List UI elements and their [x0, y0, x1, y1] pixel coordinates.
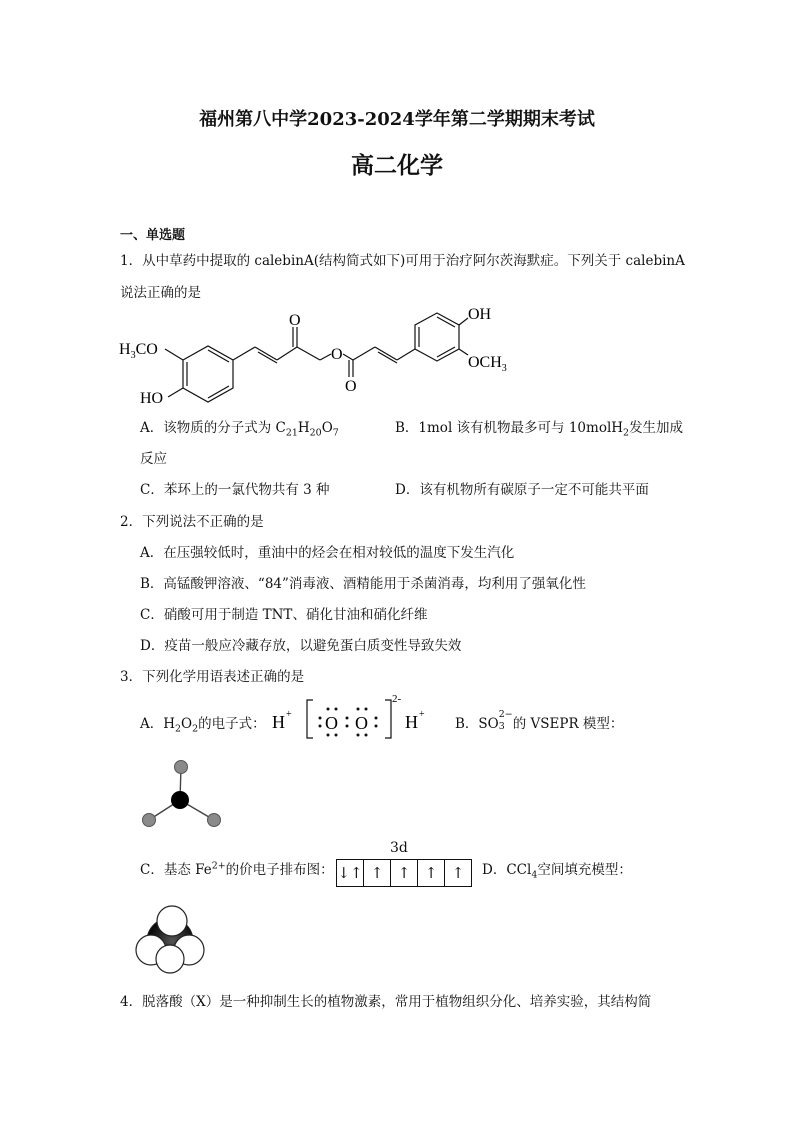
- exam-subject: 高二化学: [351, 152, 443, 179]
- ester-o-label: O: [331, 346, 343, 363]
- q3-option-c: C．基态 $Fe^{2+}$的价电子排布图：: [140, 860, 334, 878]
- section-heading: 一、单选题: [120, 228, 186, 243]
- q1-stem-line1: 1．从中草药中提取的 calebinA(结构简式如下)可用于治疗阿尔茨海默症。下列关于 calebinA: [120, 253, 685, 269]
- carbonyl-o-label: O: [345, 378, 357, 395]
- h2o2-lewis-structure: [268, 690, 438, 744]
- svg-text:O: O: [325, 713, 338, 733]
- svg-text:+: +: [286, 709, 292, 720]
- svg-text:H: H: [272, 712, 285, 732]
- q2-option-d: D．疫苗一般应冷藏存放，以避免蛋白质变性导致失效: [140, 638, 462, 654]
- orbital-box: ↑: [391, 860, 418, 886]
- h3co-label: $H_3CO$: [119, 341, 158, 361]
- q3-option-d: D．CCl$_4$空间填充模型：: [482, 862, 632, 881]
- q3-option-a: A．$H_2O_2$的电子式：: [140, 716, 266, 735]
- orbital-box: ↑: [364, 860, 391, 886]
- q1-option-c: C．苯环上的一氯代物共有 3 种: [140, 482, 330, 498]
- orbital-3d-label: 3d: [390, 840, 408, 856]
- q1-option-b: B．1mol 该有机物最多可与 10molH$_2$发生加成: [395, 420, 684, 439]
- fe2-orbital-diagram: [336, 859, 472, 887]
- calebinA-structure: [110, 305, 530, 411]
- q2-stem: 2．下列说法不正确的是: [120, 514, 264, 530]
- svg-text:O: O: [355, 713, 368, 733]
- orbital-box: ↓↑: [337, 860, 364, 886]
- q1-option-b-continued: 反应: [140, 451, 167, 467]
- q3-option-b: B．SO 2− 3 的 VSEPR 模型：: [455, 708, 624, 732]
- q1-option-a: A．该物质的分子式为 $C_{21}H_{20}O_7$: [140, 420, 339, 439]
- q2-option-c: C．硝酸可用于制造 TNT、硝化甘油和硝化纤维: [140, 607, 428, 623]
- ketone-o-label: O: [289, 312, 301, 329]
- ho-left-label: HO: [140, 390, 164, 407]
- orbital-box: ↑: [451, 864, 465, 882]
- q1-option-d: D．该有机物所有碳原子一定不可能共平面: [395, 482, 649, 498]
- svg-text:2-: 2-: [392, 693, 402, 705]
- q2-option-b: B．高锰酸钾溶液、“84”消毒液、酒精能用于杀菌消毒，均利用了强氧化性: [140, 576, 586, 592]
- svg-text:H: H: [405, 712, 418, 732]
- ccl4-space-filling-model: [135, 903, 210, 975]
- svg-text:+: +: [419, 709, 425, 720]
- vsepr-trigonal-pyramid-model: [135, 755, 230, 835]
- och3-label: $OCH_3$: [468, 354, 507, 374]
- q2-option-a: A．在压强较低时，重油中的烃会在相对较低的温度下发生汽化: [140, 545, 515, 561]
- q1-stem-line2: 说法正确的是: [120, 285, 201, 301]
- q3-stem: 3．下列化学用语表述正确的是: [120, 669, 305, 685]
- orbital-box: ↑: [418, 860, 445, 886]
- exam-title: 福州第八中学2023-2024学年第二学期期末考试: [199, 109, 595, 130]
- q4-stem: 4．脱落酸（X）是一种抑制生长的植物激素，常用于植物组织分化、培养实验，其结构简: [120, 994, 652, 1010]
- oh-right-label: OH: [468, 306, 492, 323]
